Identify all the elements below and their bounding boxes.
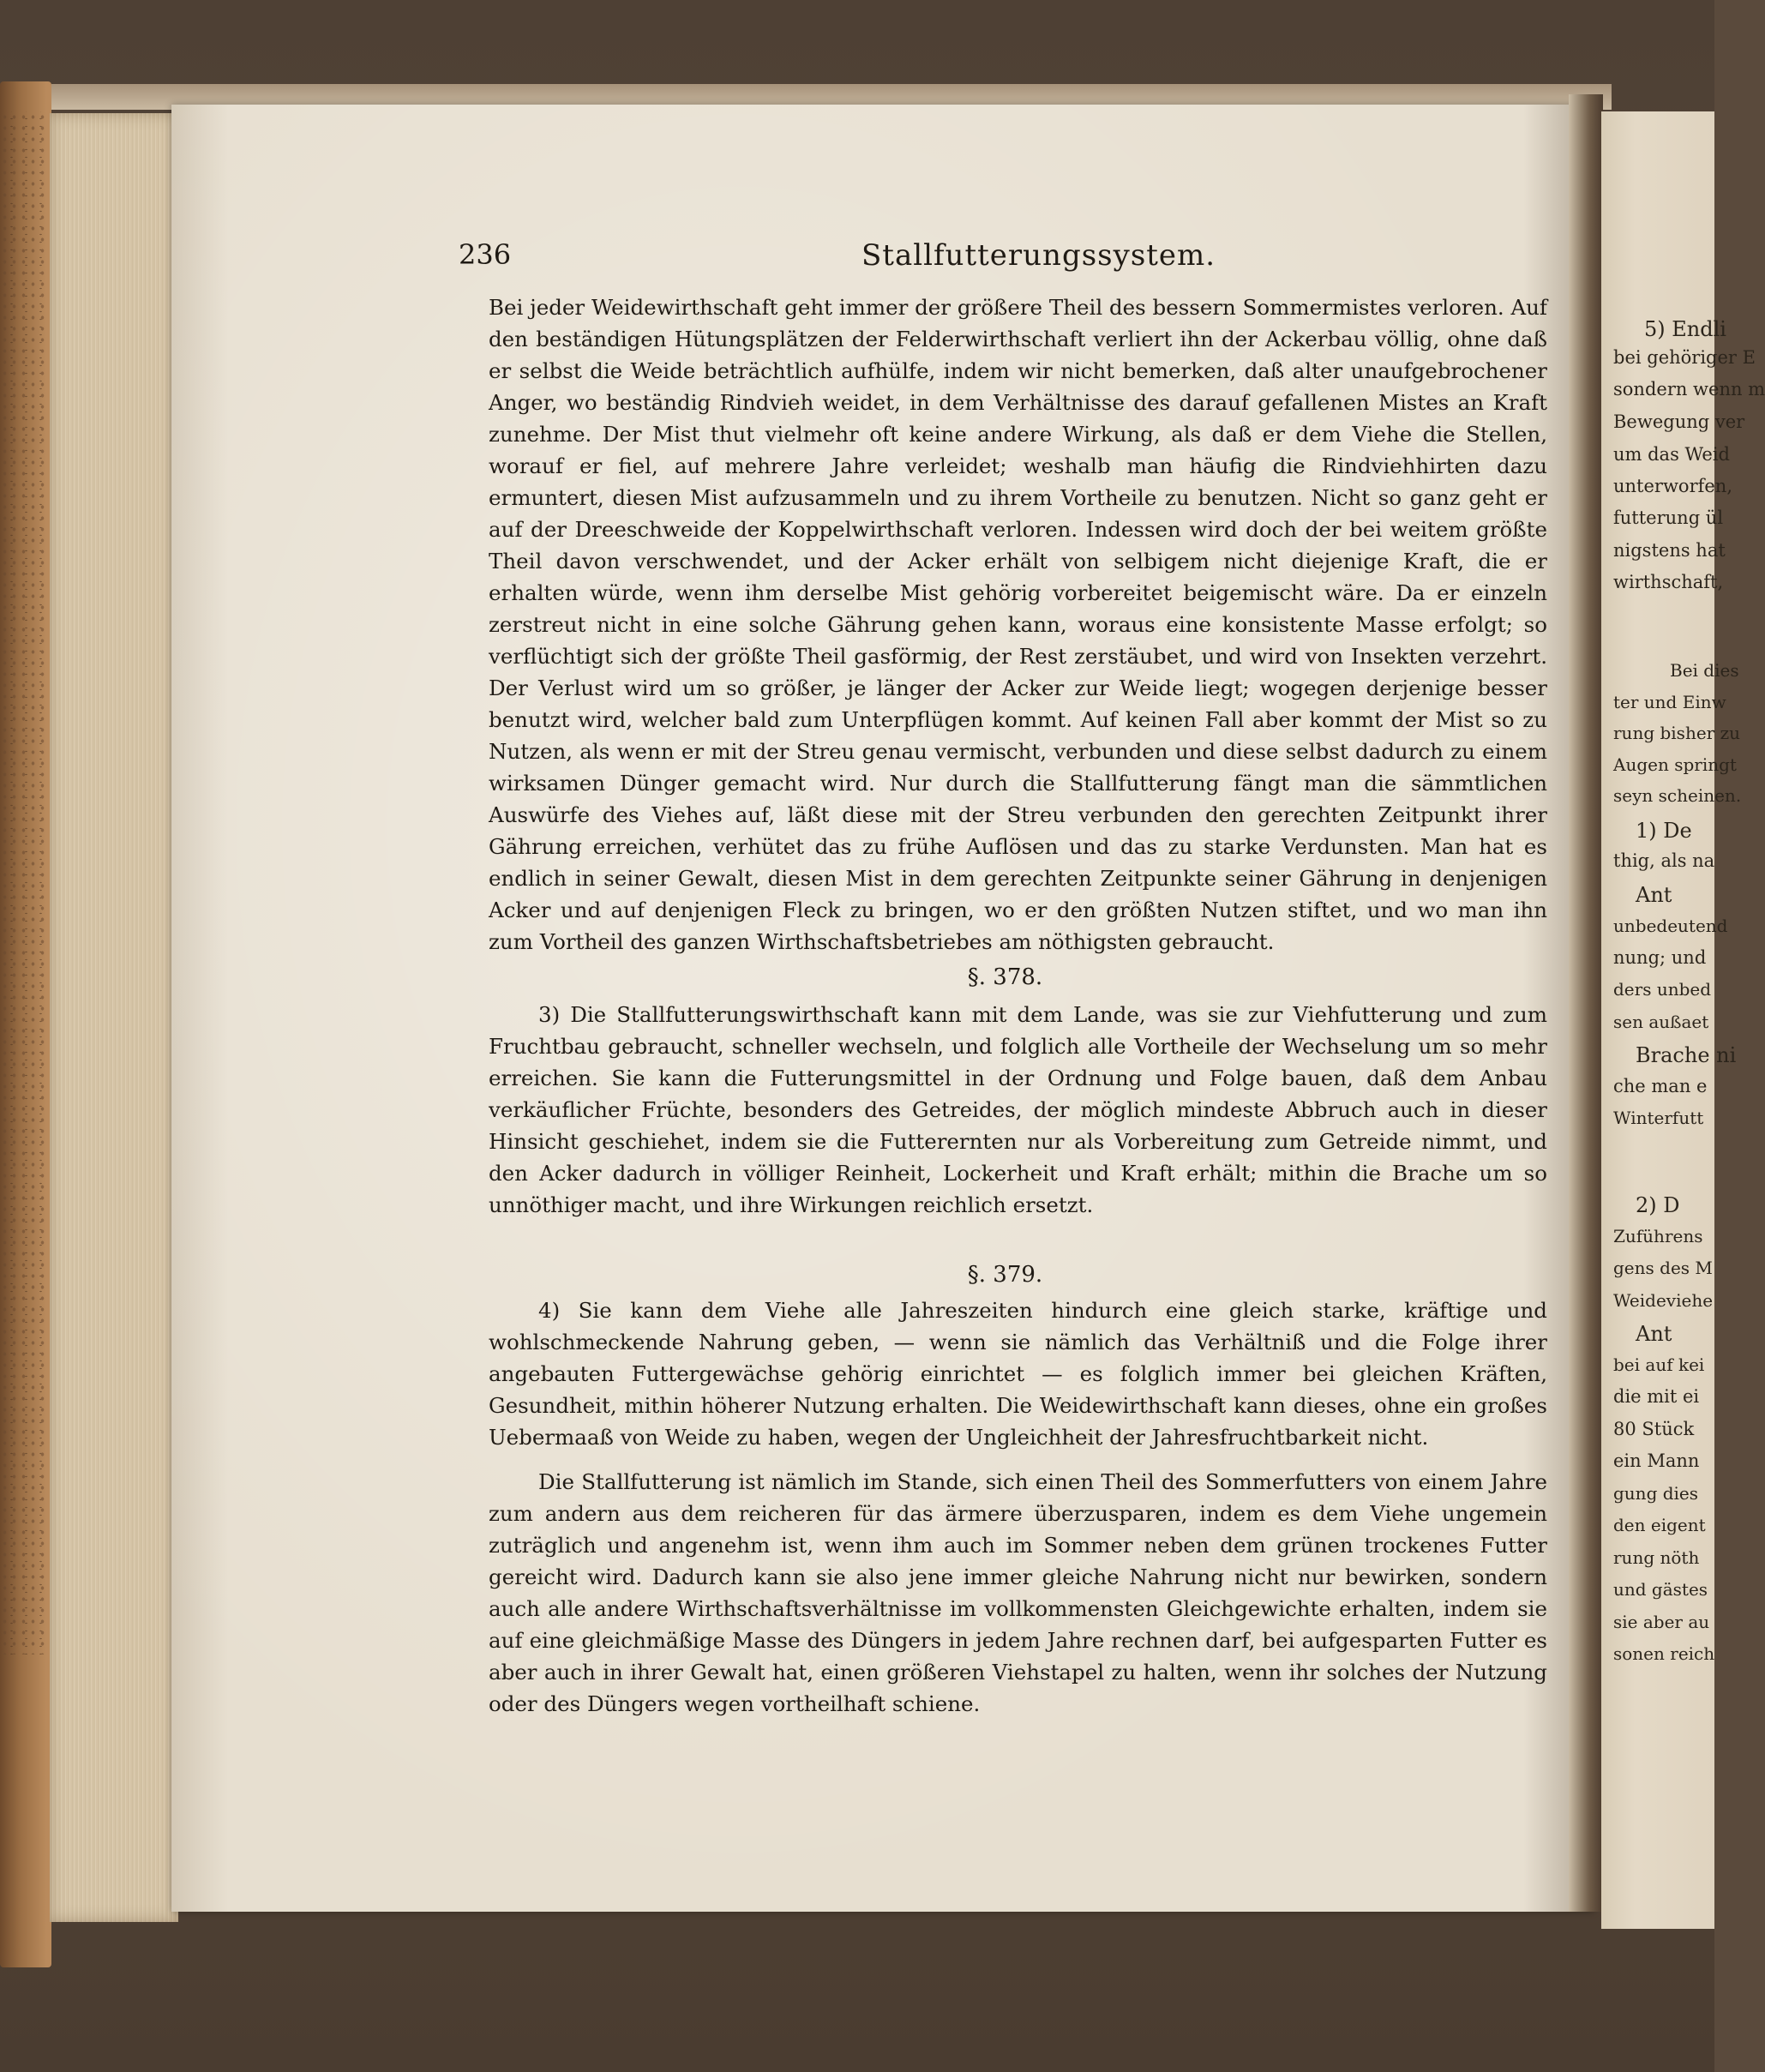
facing-line: nung; und bbox=[1613, 947, 1707, 968]
facing-line: Zuführens bbox=[1613, 1226, 1703, 1246]
facing-line: Weideviehe bbox=[1613, 1290, 1714, 1311]
paragraph-mist: Bei jeder Weidewirthschaft geht immer der größere Theil des bessern Sommermistes verloren. Auf den beständigen Hütungsplätzen der Felderwirthschaft verliert ihn der Ackerbau völlig, ohne daß er selbst die Weide beträchtlich aufhülfe, indem wir nicht bemerken, daß alter unaufgebrochener Anger, wo beständig Rindvieh weidet, in dem Verhältnisse des darauf gefallenen Mistes an Kraft zunehme. Der Mist thut vielmehr oft keine andere Wirkung, als daß er dem Viehe die Stellen, worauf er fiel, auf mehrere Jahre verleidet; weshalb man häufig die Rindviehhirten dazu ermuntert, diesen Mist aufzusammeln und zu ihrem Vortheile zu benutzen. Nicht so ganz geht er auf der Dreeschweide der Koppelwirthschaft verloren. Indessen wird doch der bei weitem größte Theil davon verschwendet, und der Acker erhält von selbigem nicht diejenige Kraft, die er erhalten würde, wenn ihm derselbe Mist gehörig vorbereitet beigemischt wäre. Da er einzeln zerstreut nicht in eine solche Gährung gehen kann, woraus eine konsistente Masse erfolgt; so verflüchtigt sich der größte Theil gasförmig, der Rest zerstäubet, und wird von Insekten verzehrt. Der Verlust wird um so größer, je länger der Acker zur Weide liegt; wogegen derjenige besser benutzt wird, welcher bald zum Unterpflügen kommt. Auf keinen Fall aber kommt der Mist so zu Nutzen, als wenn er mit der Streu genau vermischt, verbunden und diese selbst dadurch zu einem wirksamen Dünger gemacht wird. Nur durch die Stallfutterung fängt man die sämmtlichen Auswürfe des Viehes auf, läßt diese mit der Streu verbunden den gerechten Zeitpunkt ihrer Gährung erreichen, verhütet das zu frühe Auflösen und das zu starke Verdunsten. Man hat es endlich in seiner Gewalt, diesen Mist in dem gerechten Zeitpunkte seiner Gährung in denjenigen Acker und auf denjenigen Fleck zu bringen, wo er den größten Nutzen stiftet, und wo man ihn zum Vortheil des ganzen Wirthschaftsbetriebes am nöthigsten gebraucht. bbox=[489, 295, 1547, 954]
facing-line: bei auf kei bbox=[1613, 1354, 1705, 1375]
paragraph-379: 4) Sie kann dem Viehe alle Jahreszeiten hindurch eine gleich starke, kräftige und wohlschmeckende Nahrung geben, — wenn sie nämlich das Verhältniß und die Folge ihrer angebauten Futtergewächse gehörig einrichtet — es folglich immer bei gleichen Kräften, Gesundheit, mithin höherer Nutzung erhalten. Die Weidewirthschaft kann dieses, ohne ein großes Uebermaaß von Weide zu haben, wegen der Ungleichheit der Jahresfruchtbarkeit nicht. bbox=[489, 1298, 1547, 1450]
facing-line: um das Weid bbox=[1613, 444, 1730, 465]
facing-line: ter und Einw bbox=[1613, 692, 1726, 712]
facing-line: unterworfen, bbox=[1613, 476, 1733, 496]
facing-line: Bewegung ver bbox=[1613, 411, 1745, 432]
facing-line: gens des M bbox=[1613, 1258, 1713, 1278]
facing-line: 1) De bbox=[1636, 819, 1692, 843]
facing-line: ein Mann bbox=[1613, 1450, 1700, 1471]
page-header-title: Stallfutterungssystem. bbox=[861, 238, 1216, 273]
page-number: 236 bbox=[459, 238, 512, 271]
facing-line: Bei dies bbox=[1670, 660, 1739, 681]
facing-line: seyn scheinen. bbox=[1613, 785, 1742, 806]
running-head bbox=[459, 238, 1543, 281]
facing-line: die mit ei bbox=[1613, 1386, 1700, 1407]
facing-line: wirthschaft, bbox=[1613, 572, 1724, 592]
section-heading-379: §. 379. bbox=[967, 1262, 1043, 1288]
facing-line: futterung ül bbox=[1613, 507, 1724, 528]
facing-line: nigstens hat bbox=[1613, 540, 1726, 561]
facing-line: unbedeutend bbox=[1613, 916, 1728, 936]
facing-line: 2) D bbox=[1636, 1193, 1680, 1217]
paragraph-stallfutterung: Die Stallfutterung ist nämlich im Stande, sich einen Theil des Sommerfutters von einem Jahre zum andern aus dem reicheren für das ärmere überzusparen, indem es dem Viehe ungemein zuträglich und angenehm ist, wenn ihm auch im Sommer neben dem grünen trockenes Futter gereicht wird. Dadurch kann sie also jene immer gleiche Nahrung nicht nur bewirken, sondern auch alle andere Wirthschaftsverhältnisse im vollkommensten Gleichgewichte erhalten, indem sie auf eine gleichmäßige Masse des Düngers in jedem Jahre rechnen darf, bei aufgesparten Futter es aber auch in ihrer Gewalt hat, einen größeren Viehstapel zu halten, wenn ihr solches der Nutzung oder des Düngers wegen vortheilhaft schiene. bbox=[489, 1469, 1547, 1716]
section-heading-378: §. 378. bbox=[967, 964, 1043, 990]
facing-line: Brache ni bbox=[1636, 1043, 1737, 1067]
facing-line: ders unbed bbox=[1613, 979, 1712, 1000]
facing-line: sen außaet bbox=[1613, 1012, 1709, 1032]
facing-line: sonen reich bbox=[1613, 1643, 1715, 1664]
paragraph-378: 3) Die Stallfutterungswirthschaft kann mit dem Lande, was sie zur Viehfutterung und zum Fruchtbau gebraucht, schneller wechseln, und folglich alle Vortheile der Wechselung um so mehr erreichen. Sie kann die Futterungsmittel in der Ordnung und Folge bauen, daß dem Anbau verkäuflicher Früchte, besonders des Getreides, der möglich mindeste Abbruch auch in dieser Hinsicht geschiehet, indem sie die Futterernten nur als Vorbereitung zum Getreide nimmt, und den Acker dadurch in völliger Reinheit, Lockerheit und Kraft erhält; mithin die Brache um so unnöthiger macht, und ihre Wirkungen reichlich ersetzt. bbox=[489, 1002, 1547, 1217]
facing-line: Winterfutt bbox=[1613, 1108, 1704, 1128]
facing-line: rung bisher zu bbox=[1613, 723, 1740, 743]
facing-line: 80 Stück bbox=[1613, 1419, 1695, 1439]
facing-line: sie aber au bbox=[1613, 1612, 1710, 1632]
facing-line: thig, als na bbox=[1613, 850, 1715, 871]
facing-line: Ant bbox=[1636, 883, 1672, 907]
facing-line: und gästes bbox=[1613, 1579, 1708, 1600]
facing-line: rung nöth bbox=[1613, 1547, 1700, 1568]
facing-line: 5) Endli bbox=[1644, 317, 1726, 341]
facing-line: den eigent bbox=[1613, 1515, 1706, 1535]
facing-line: Ant bbox=[1636, 1322, 1672, 1346]
facing-line: gung dies bbox=[1613, 1483, 1699, 1504]
facing-line: Augen springt bbox=[1613, 754, 1737, 775]
facing-line: bei gehöriger E bbox=[1613, 347, 1756, 368]
facing-line: che man e bbox=[1613, 1076, 1708, 1096]
facing-line: sondern wenn m bbox=[1613, 379, 1765, 399]
